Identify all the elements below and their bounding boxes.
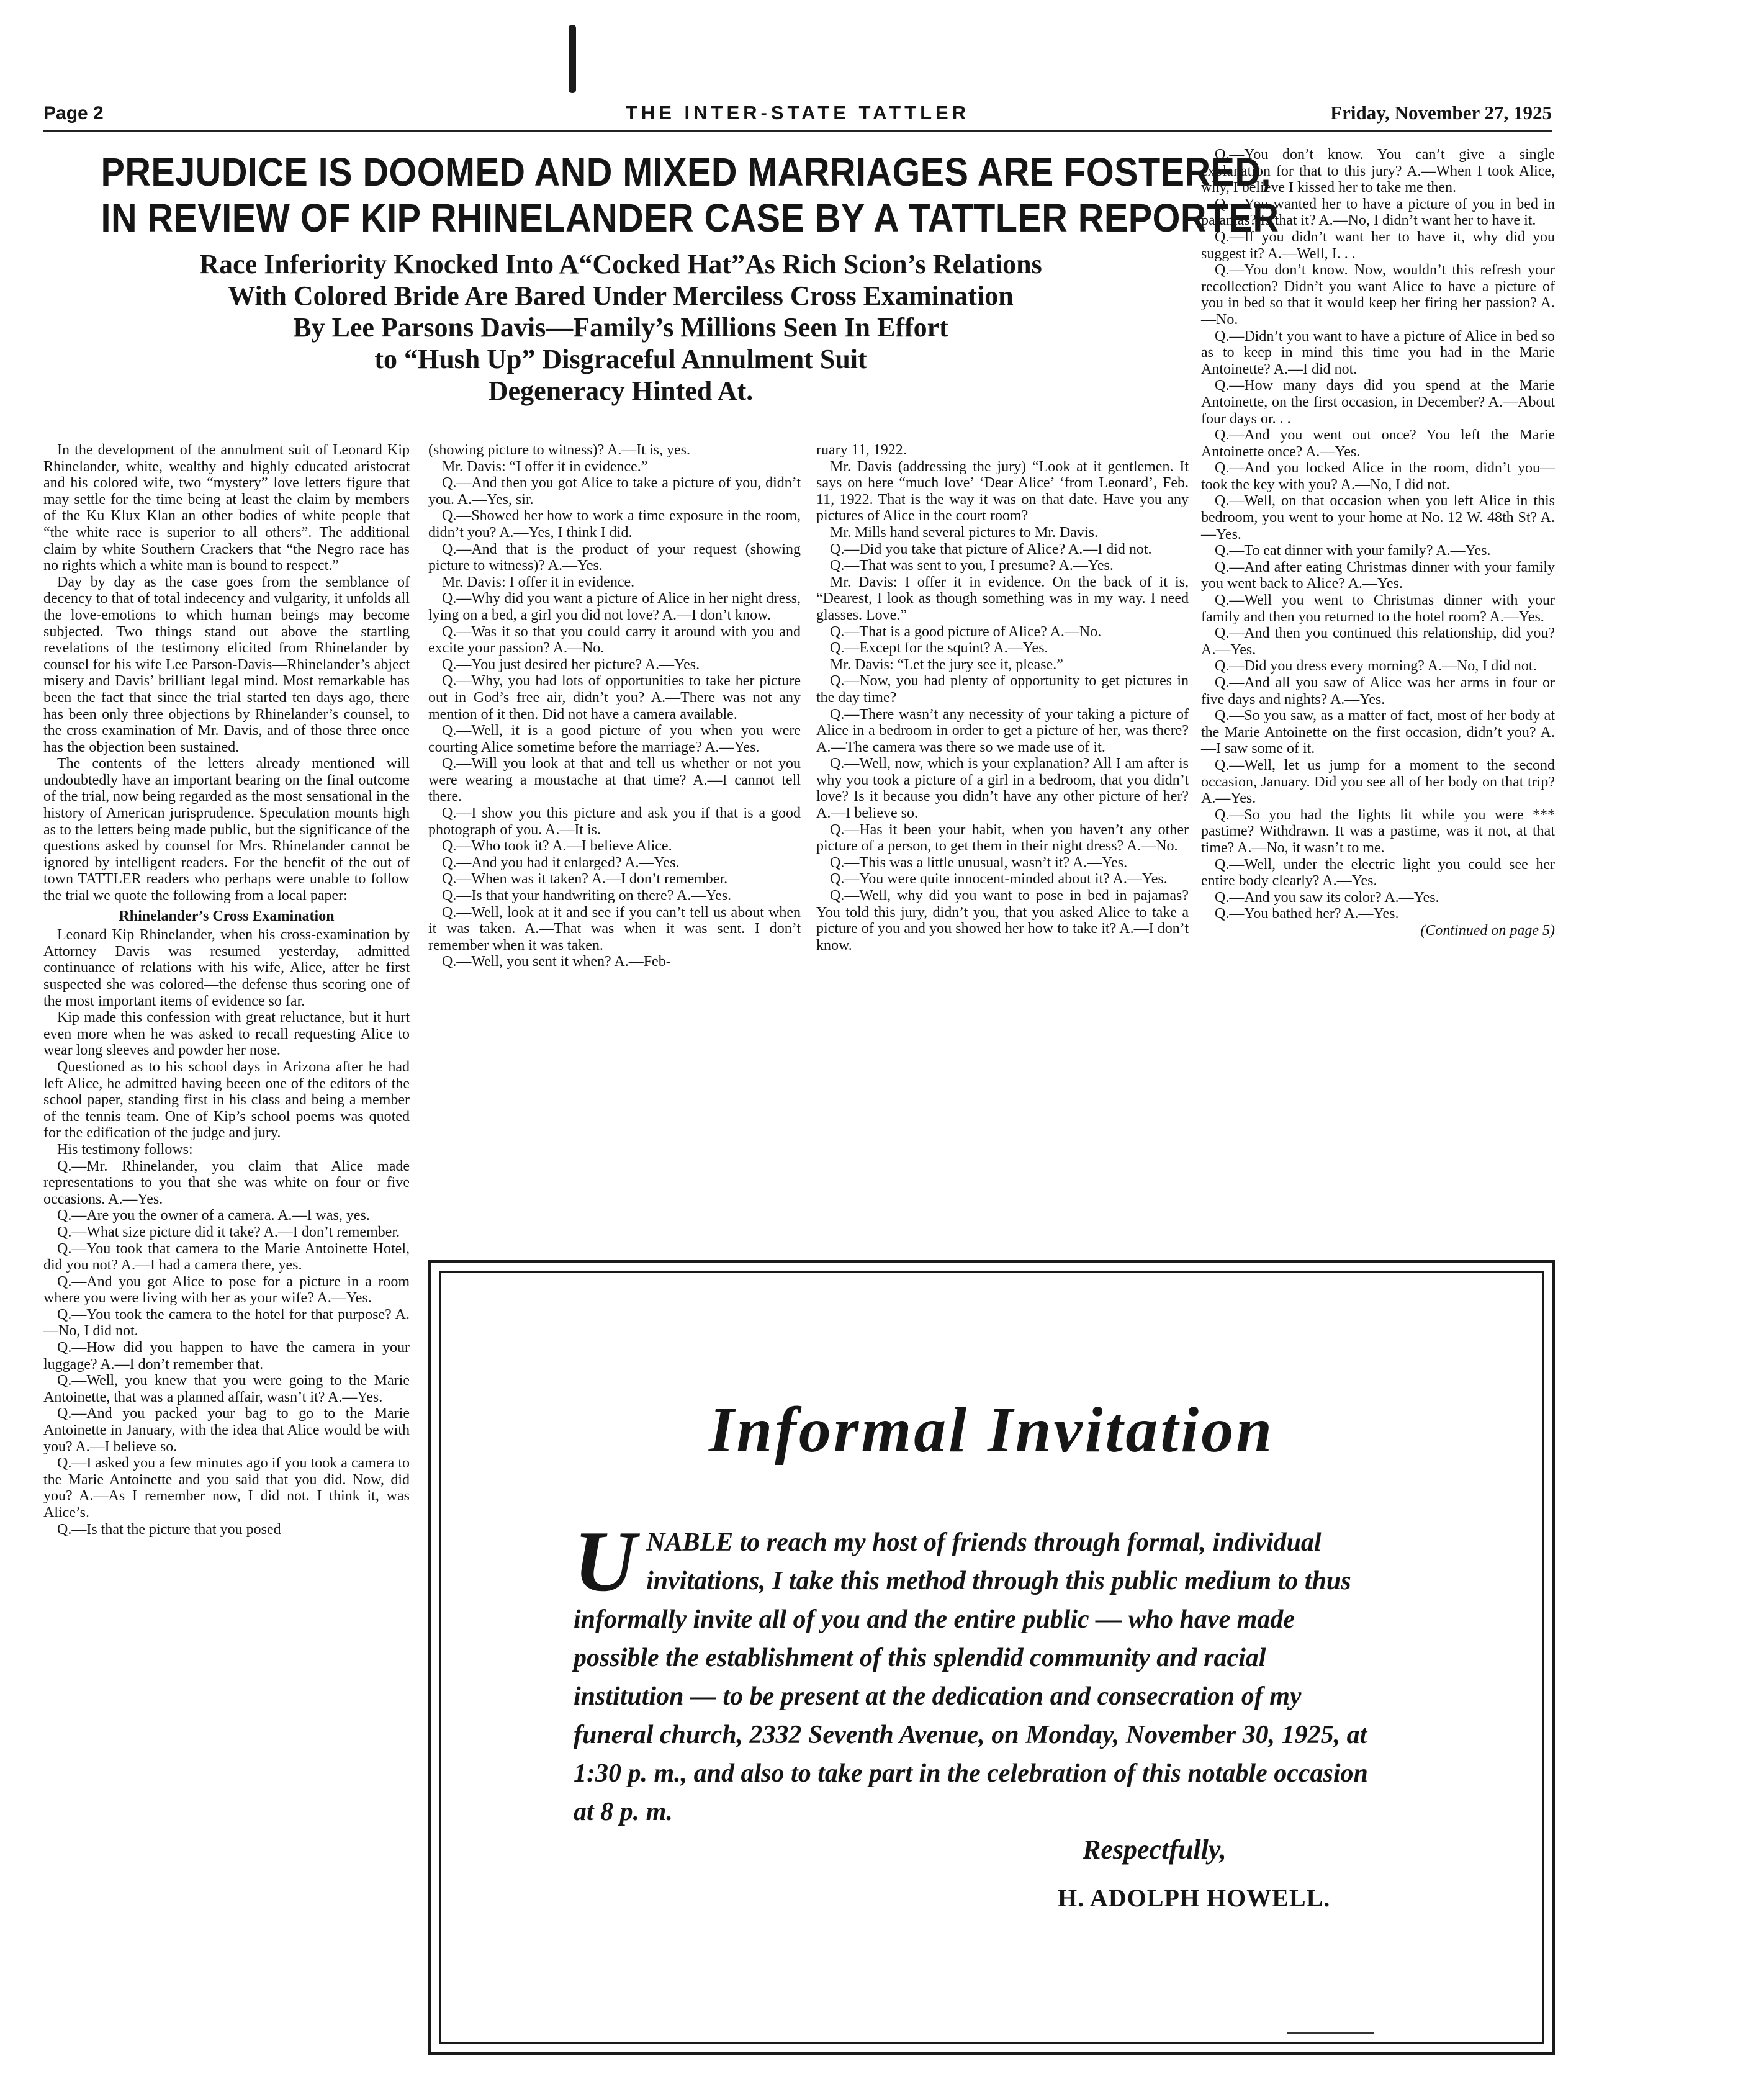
testimony-line: Q.—Well, you knew that you were going to the Marie Antoinette, that was a planned affair, wasn’t it? A.—Yes.	[43, 1372, 410, 1405]
testimony-line: Q.—Except for the squint? A.—Yes.	[830, 640, 1048, 657]
testimony-line: Q.—And you got Alice to pose for a picture in a room where you were living with her as your wife? A.—Yes.	[43, 1273, 410, 1307]
testimony-line: Q.—How many days did you spend at the Marie Antoinette, on the first occasion, in December? A.—About four days or. . .	[1201, 377, 1555, 427]
paragraph: Day by day as the case goes from the semblance of decency to that of total indecency and vulgarity, it unfolds all the love-emotions to which human beings may become subjected. Two things stand out above the startling revelations of the testimony elicited from Rhinelander by counsel for his wife Lee Parson-Davis—Rhinelander’s abject misery and Davis’ brilliant legal mind. Most remarkable has been the fact that since the trial started ten days ago, there has been only three objections by Rhinelander’s counsel, to the cross examination of Mr. Davis, and of those three once has the objection been sustained.	[43, 574, 410, 755]
testimony-line: Q.—There wasn’t any necessity of your taking a picture of Alice in a bedroom in order to get a picture of her, was there? A.—The camera was there so we made use of it.	[816, 706, 1189, 755]
testimony-line: Q.—Did you take that picture of Alice? A.—I did not.	[830, 541, 1152, 557]
testimony-line: Q.—I asked you a few minutes ago if you took a camera to the Marie Antoinette and you said that you did. Now, did you? A.—As I remember now, I did not. I think it, was Alice’s.	[43, 1455, 410, 1521]
testimony-line: Q.—Will you look at that and tell us whether or not you were wearing a moustache at that time? A.—I cannot tell there.	[428, 755, 801, 805]
testimony-line: Q.—If you didn’t want her to have it, why did you suggest it? A.—Well, I. . .	[1201, 228, 1555, 262]
testimony-line: Mr. Davis: “I offer it in evidence.”	[442, 458, 648, 475]
testimony-line: Q.—Well, on that occasion when you left Alice in this bedroom, you went to your home at No. 12 W. 48th St? A.—Yes.	[1201, 493, 1555, 543]
testimony-line: Q.—That was sent to you, I presume? A.—Yes.	[830, 557, 1114, 574]
testimony-line: Q.—Well, why did you want to pose in bed in pajamas? You told this jury, didn’t you, that you asked Alice to take a picture of you and you showed her how to take it? A.—I don’t know.	[816, 888, 1189, 953]
closing-salutation: Respectfully,	[1083, 1834, 1227, 1865]
testimony-line: Q.—This was a little unusual, wasn’t it? A.—Yes.	[830, 854, 1128, 871]
sub-headline	[93, 248, 1148, 407]
testimony-line: Q.—Was it so that you could carry it around with you and excite your passion? A.—No.	[428, 623, 801, 657]
paragraph: His testimony follows:	[57, 1141, 193, 1158]
testimony-line: Q.—Well, look at it and see if you can’t tell us about when it was taken. A.—That was when it was sent. I don’t remember when it was taken.	[428, 904, 801, 953]
article-column-3	[816, 442, 1189, 953]
testimony-line: Q.—You just desired her picture? A.—Yes.	[442, 656, 700, 673]
testimony-line: Q.—And all you saw of Alice was her arms in four or five days and nights? A.—Yes.	[1201, 675, 1555, 708]
testimony-line: Q.—Well you went to Christmas dinner with your family and then you returned to the hotel room? A.—Yes.	[1201, 592, 1555, 625]
deck-line-4: to “Hush Up” Disgraceful Annulment Suit	[374, 344, 867, 374]
testimony-line: Q.—And after eating Christmas dinner with your family you went back to Alice? A.—Yes.	[1201, 559, 1555, 592]
masthead	[43, 98, 1552, 130]
testimony-line: Q.—Didn’t you want to have a picture of Alice in bed so as to keep in mind this time you had in the Marie Antoinette? A.—I did not.	[1201, 328, 1555, 377]
testimony-line: Q.—So you had the lights lit while you were *** pastime? Withdrawn. It was a pastime, was it not, at that time? A.—No, it wasn’t to me.	[1201, 806, 1555, 856]
testimony-line: Mr. Davis (addressing the jury) “Look at it gentlemen. It says on here “much love’ ‘Dear Alice’ ‘from Leonard’, Feb. 11, 1922. That is the way it was on that date. Have you any pictures of Alice in the court room?	[816, 458, 1189, 525]
advertisement-text: NABLE to reach my host of friends through formal, individual invitations, I take this method through this public medium to thus informally invite all of you and the entire public — who have made possible the establishment of this splendid community and racial institution — to be present at the dedication and consecration of my funeral church, 2332 Seventh Avenue, on Monday, November 30, 1925, at 1:30 p. m., and also to take part in the celebration of this notable occasion at 8 p. m.	[574, 1528, 1368, 1826]
testimony-line: Q.—I show you this picture and ask you if that is a good photograph of you. A.—It is.	[428, 805, 801, 838]
testimony-line: Q.—Mr. Rhinelander, you claim that Alice made representations to you that she was white on four or five occasions. A.—Yes.	[43, 1158, 410, 1207]
paragraph: Kip made this confession with great reluctance, but it hurt even more when he was asked to recall requesting Alice to wear long sleeves and powder her nose.	[43, 1009, 410, 1059]
signature-name: H. ADOLPH HOWELL.	[1058, 1884, 1331, 1912]
paragraph: Leonard Kip Rhinelander, when his cross-examination by Attorney Davis was resumed yesterday, admitted continuance of relations with his wife, Alice, after he first suspected she was colored—the defense thus scoring one of the most important items of evidence so far.	[43, 927, 410, 1009]
deck-line-3: By Lee Parsons Davis—Family’s Millions Seen In Effort	[293, 312, 948, 343]
testimony-line: Q.—That is a good picture of Alice? A.—No.	[830, 623, 1102, 640]
testimony-line: Q.—You took that camera to the Marie Antoinette Hotel, did you not? A.—I had a camera there, yes.	[43, 1240, 410, 1274]
testimony-line: Q.—How did you happen to have the camera in your luggage? A.—I don’t remember that.	[43, 1340, 410, 1372]
testimony-line: Q.—Did you dress every morning? A.—No, I did not.	[1215, 658, 1537, 675]
deck-line-1: Race Inferiority Knocked Into A“Cocked Hat”As Rich Scion’s Relations	[199, 249, 1042, 279]
testimony-line: Q.—You wanted her to have a picture of you in bed in pajamas? Is that it? A.—No, I didn’t want her to have it.	[1201, 196, 1555, 229]
deck-line-5: Degeneracy Hinted At.	[488, 376, 754, 406]
paragraph: In the development of the annulment suit of Leonard Kip Rhinelander, white, wealthy and highly educated aristocrat and his colored wife, two “mystery” love letters figure that may settle for the time being at least the claim by members of the Ku Klux Klan an other bodies of white people that “the white race is superior to all others”. The additional claim by white Southern Crackers that “the Negro race has no rights which a white man is bound to respect.”	[43, 442, 410, 574]
testimony-line: Q.—Well, it is a good picture of you when you were courting Alice sometime before the marriage? A.—Yes.	[428, 723, 801, 755]
testimony-line: Q.—Showed her how to work a time exposure in the room, didn’t you? A.—Yes, I think I did.	[428, 508, 801, 541]
advertisement-title: Informal Invitation	[708, 1394, 1275, 1466]
testimony-line: Q.—Now, you had plenty of opportunity to get pictures in the day time?	[816, 673, 1189, 706]
testimony-line: Q.—And then you got Alice to take a picture of you, didn’t you. A.—Yes, sir.	[428, 475, 801, 508]
testimony-line: Mr. Davis: I offer it in evidence.	[442, 574, 635, 590]
article-column-4	[1201, 146, 1555, 939]
testimony-line: Q.—Is that the picture that you posed	[57, 1521, 281, 1538]
testimony-line: Q.—You don’t know. You can’t give a single explanation for that to this jury? A.—When I took Alice, why, I believe I kissed her to take me then.	[1201, 146, 1555, 196]
testimony-line: Q.—Well, let us jump for a moment to the second occasion, January. Did you see all of her body on that trip? A.—Yes.	[1201, 757, 1555, 807]
section-subhead: Rhinelander’s Cross Examination	[119, 908, 335, 924]
testimony-line: Q.—Well, now, which is your explanation? All I am after is why you took a picture of a girl in a bedroom, that you didn’t love? Is it because you didn’t have any other picture of her? A.—I believe so.	[816, 755, 1189, 822]
testimony-line: Q.—And you locked Alice in the room, didn’t you—took the key with you? A.—No, I did not.	[1201, 460, 1555, 493]
testimony-line: Q.—Has it been your habit, when you haven’t any other picture of a person, to get them in their night dress? A.—No.	[816, 821, 1189, 855]
testimony-line: Q.—So you saw, as a matter of fact, most of her body at the Marie Antoinette on the first occasion, didn’t you? A.—I saw some of it.	[1201, 708, 1555, 757]
testimony-line: ruary 11, 1922.	[816, 442, 907, 458]
testimony-line: Q.—To eat dinner with your family? A.—Yes.	[1215, 543, 1491, 559]
testimony-line: Q.—What size picture did it take? A.—I don’t remember.	[57, 1223, 400, 1240]
newspaper-name: THE INTER-STATE TATTLER	[625, 102, 970, 124]
paragraph: Questioned as to his school days in Arizona after he had left Alice, he admitted having beeen one of the editors of the school paper, standing first in his class and being a member of the tennis team. One of Kip’s school poems was quoted for the edification of the judge and jury.	[43, 1058, 410, 1142]
testimony-line: Q.—Why, you had lots of opportunities to take her picture out in God’s free air, didn’t you? A.—There was not any mention of it then. Did not have a camera available.	[428, 673, 801, 723]
advertisement-bottom-rule	[1287, 2032, 1374, 2034]
advertisement-body	[574, 1513, 1380, 1831]
masthead-ornament	[569, 25, 576, 93]
testimony-line: Q.—You took the camera to the hotel for that purpose? A.—No, I did not.	[43, 1306, 410, 1340]
testimony-line: Q.—When was it taken? A.—I don’t remember.	[442, 871, 728, 888]
testimony-line: Mr. Davis: I offer it in evidence. On the back of it is, “Dearest, I look as though something was in my way. I need glasses. Love.”	[816, 574, 1189, 623]
testimony-line: Q.—Who took it? A.—I believe Alice.	[442, 838, 672, 855]
testimony-line: (showing picture to witness)? A.—It is, yes.	[428, 442, 690, 458]
testimony-line: Q.—And that is the product of your request (showing picture to witness)? A.—Yes.	[428, 541, 801, 574]
testimony-line: Q.—Is that your handwriting on there? A.—Yes.	[442, 888, 732, 904]
testimony-line: Q.—Why did you want a picture of Alice in her night dress, lying on a bed, a girl you did not love? A.—I don’t know.	[428, 590, 801, 623]
headline-line-2: IN REVIEW OF KIP RHINELANDER CASE BY A TATTLER REPORTER	[101, 196, 1279, 240]
testimony-line: Q.—Well, under the electric light you could see her entire body clearly? A.—Yes.	[1201, 856, 1555, 890]
testimony-line: Q.—Well, you sent it when? A.—Feb-	[442, 953, 671, 970]
testimony-line: Mr. Mills hand several pictures to Mr. Davis.	[830, 524, 1098, 541]
drop-cap: U	[574, 1513, 637, 1610]
testimony-line: Q.—You were quite innocent-minded about it? A.—Yes.	[830, 871, 1168, 888]
testimony-line: Mr. Davis: “Let the jury see it, please.”	[830, 656, 1063, 673]
masthead-rule	[43, 130, 1552, 132]
testimony-line: Q.—And you went out once? You left the Marie Antoinette once? A.—Yes.	[1201, 427, 1555, 460]
paragraph: The contents of the letters already mentioned will undoubtedly have an important bearing on the final outcome of the trial, now being regarded as the most sensational in the history of American jurisprudence. Speculation mounts high as to the letters being made public, but the significance of the questions asked by counsel for Mrs. Rhinelander cannot be ignored by intelligent readers. For the benefit of the out of town TATTLER readers who perhaps were unable to follow the trial we quote the following from a local paper:	[43, 755, 410, 904]
testimony-line: Q.—And you saw its color? A.—Yes.	[1215, 889, 1439, 906]
testimony-line: Q.—And then you continued this relationship, did you? A.—Yes.	[1201, 625, 1555, 658]
continued-notice: (Continued on page 5)	[1420, 922, 1555, 939]
testimony-line: Q.—Are you the owner of a camera. A.—I was, yes.	[57, 1207, 370, 1224]
testimony-line: Q.—You don’t know. Now, wouldn’t this refresh your recollection? Didn’t you want Alice to have a picture of you in bed so that it would keep her firing her passion? A.—No.	[1201, 262, 1555, 328]
testimony-line: Q.—You bathed her? A.—Yes.	[1215, 906, 1399, 922]
issue-date: Friday, November 27, 1925	[1330, 102, 1552, 124]
invitation-advertisement	[428, 1260, 1555, 2055]
testimony-line: Q.—And you had it enlarged? A.—Yes.	[442, 854, 680, 871]
article-column-1	[43, 442, 410, 1538]
testimony-line: Q.—And you packed your bag to go to the Marie Antoinette in January, with the idea that Alice would be with you? A.—I believe so.	[43, 1405, 410, 1455]
main-headline	[43, 149, 1279, 241]
deck-line-2: With Colored Bride Are Bared Under Merciless Cross Examination	[228, 281, 1014, 311]
article-column-2	[428, 442, 801, 970]
headline-line-1: PREJUDICE IS DOOMED AND MIXED MARRIAGES ARE FOSTERED,	[101, 150, 1271, 194]
page-number: Page 2	[43, 103, 104, 124]
